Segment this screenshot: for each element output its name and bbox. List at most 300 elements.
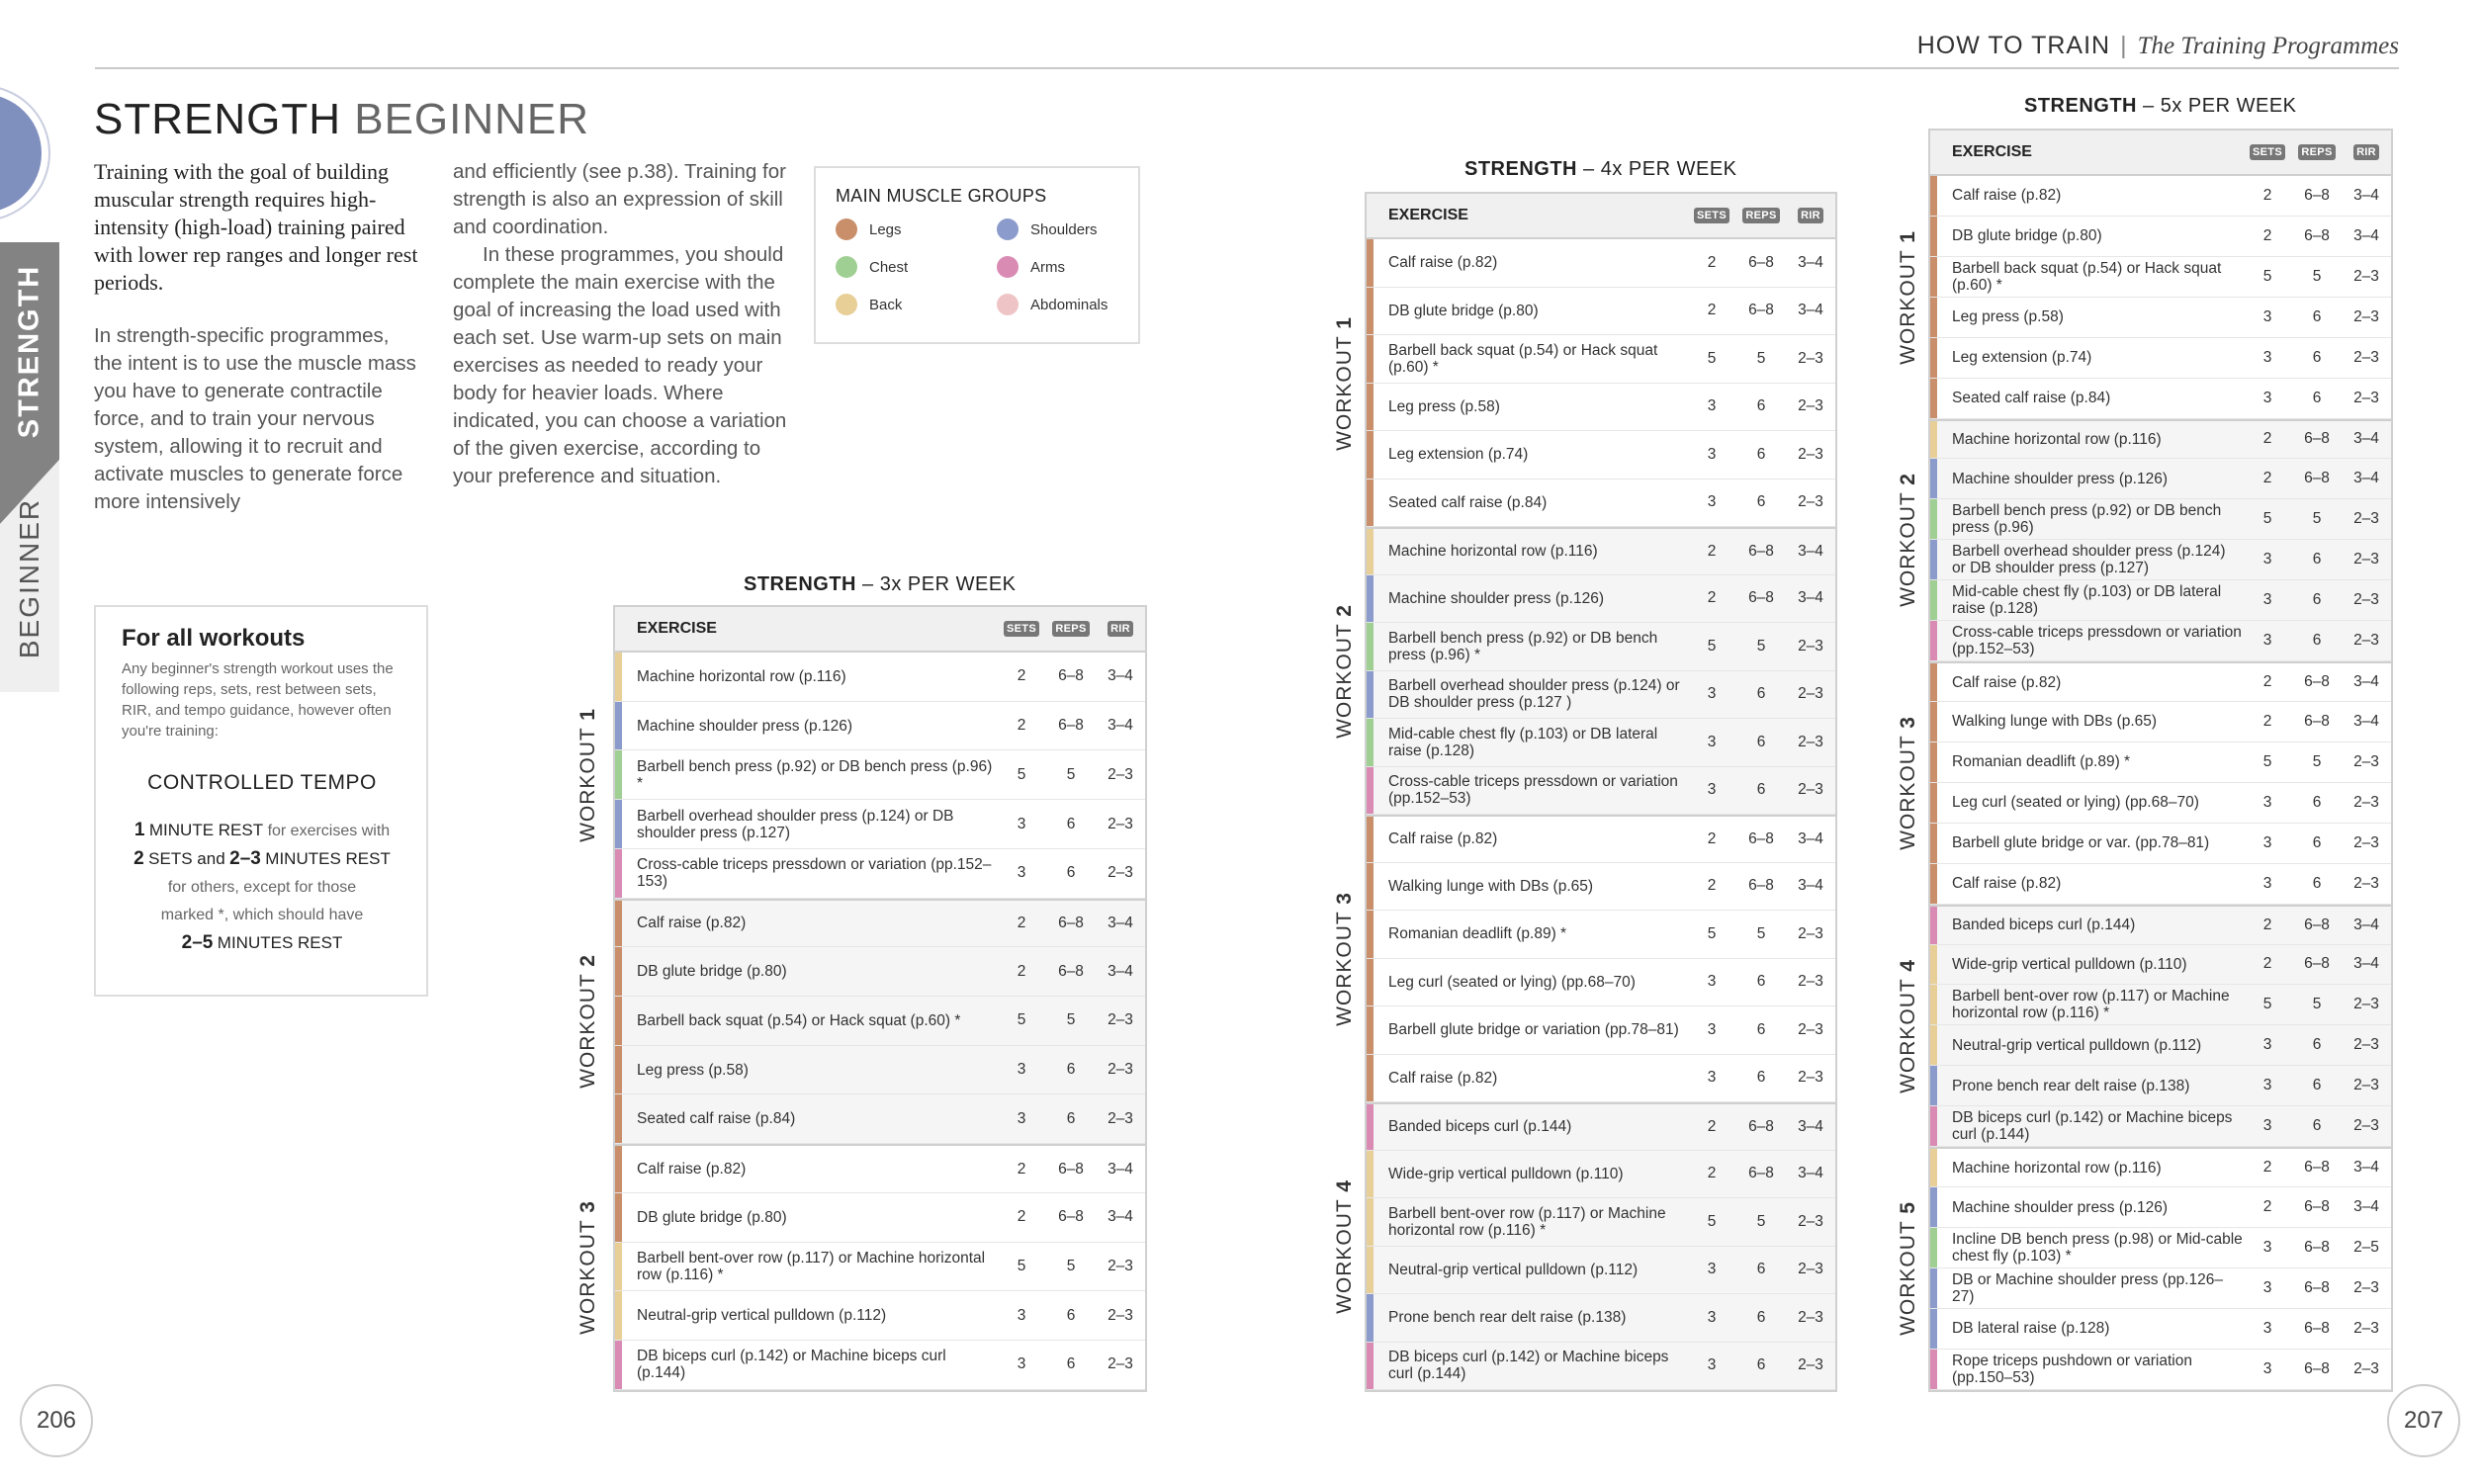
table-row [1367, 623, 1835, 671]
cell-sets: 3 [1707, 685, 1717, 703]
cell-sets: 3 [1017, 1306, 1026, 1324]
cell-reps: 6 [2312, 389, 2322, 406]
cell-rir: 2–3 [1108, 1306, 1133, 1324]
table-row [1367, 335, 1835, 384]
cell-sets: 3 [1707, 493, 1717, 511]
all-workouts-subtitle: Any beginner's strength workout uses the following reps, sets, rest between sets, RIR, and tempo guidance, however often you're training: [122, 660, 394, 740]
table-row [615, 947, 1145, 997]
exercise-name: DB lateral raise (p.128) [1952, 1320, 2110, 1338]
table-title-t3 [744, 573, 1017, 596]
muscle-group-bar [1930, 783, 1937, 823]
muscle-group-bar [1367, 575, 1374, 623]
exercise-name: Prone bench rear delt raise (p.138) [1388, 1309, 1627, 1327]
cell-reps: 6–8 [2304, 673, 2330, 691]
workout-label-number: 2 [1333, 603, 1356, 617]
cell-sets: 5 [1707, 1212, 1717, 1230]
exercise-name: Romanian deadlift (p.89) * [1952, 753, 2131, 771]
cell-rir: 2–3 [1798, 1069, 1823, 1087]
programme-table-t5 [1928, 129, 2393, 1392]
cell-rir: 2–3 [2353, 348, 2379, 366]
cell-reps: 6–8 [2304, 1159, 2330, 1177]
muscle-group-bar [1930, 176, 1937, 216]
cell-reps: 6 [1066, 1355, 1076, 1373]
cell-reps: 6 [1066, 1306, 1076, 1324]
header-separator: | [2120, 32, 2128, 59]
workout-label-text: WORKOUT [576, 966, 599, 1089]
cell-rir: 2–3 [1108, 1011, 1133, 1029]
cell-reps: 6 [2312, 348, 2322, 366]
cell-sets: 2 [1707, 253, 1717, 271]
table-header [1367, 194, 1835, 239]
workout-label-1 [1894, 176, 1923, 419]
legend-item-legs [836, 218, 997, 240]
muscle-groups-legend [814, 166, 1140, 344]
cell-sets: 3 [1017, 864, 1026, 882]
cell-sets: 2 [2262, 916, 2272, 933]
muscle-group-bar [1367, 1055, 1374, 1102]
workout-label-text: WORKOUT [576, 721, 599, 843]
rest-1-num: 1 [133, 820, 145, 840]
table-title-t4 [1464, 158, 1737, 181]
table-row [1367, 575, 1835, 624]
cell-sets: 2 [1707, 829, 1717, 847]
cell-reps: 6–8 [1748, 589, 1774, 607]
muscle-group-bar [1367, 1247, 1374, 1294]
muscle-group-bar [1367, 335, 1374, 383]
cell-reps: 6 [1066, 864, 1076, 882]
table-row [1367, 1343, 1835, 1391]
table-row [1930, 298, 2391, 338]
exercise-name: DB glute bridge (p.80) [1952, 227, 2102, 245]
cell-rir: 2–3 [1108, 765, 1133, 783]
cell-sets: 5 [2262, 267, 2272, 285]
table-row [1367, 959, 1835, 1007]
cell-sets: 3 [1707, 733, 1717, 750]
exercise-name: Walking lunge with DBs (p.65) [1388, 877, 1594, 895]
cell-rir: 2–3 [1798, 349, 1823, 367]
cell-rir: 2–3 [2353, 996, 2379, 1013]
page-number-right: 207 [2387, 1384, 2460, 1457]
workout-label-number: 4 [1897, 958, 1919, 972]
rest-1-unit: MINUTE REST [148, 821, 264, 839]
workout-label-text: WORKOUT [1333, 328, 1356, 451]
table-title-bold: STRENGTH [2024, 95, 2137, 117]
cell-sets: 5 [2262, 510, 2272, 528]
cell-sets: 2 [1017, 1160, 1026, 1178]
cell-reps: 6–8 [2304, 1319, 2330, 1337]
muscle-group-bar [1930, 257, 1937, 297]
rest-4-text: marked *, which should have [160, 907, 364, 923]
workout-label-number: 3 [1897, 716, 1919, 729]
exercise-name: Rope triceps pushdown or variation (pp.150–53) [1952, 1352, 2192, 1386]
header-sets [2243, 144, 2292, 160]
cell-reps: 6 [1066, 1061, 1076, 1079]
exercise-name: Calf raise (p.82) [637, 1161, 747, 1178]
legend-dot-icon [997, 218, 1019, 240]
cell-sets: 2 [1707, 877, 1717, 895]
table-row [1367, 384, 1835, 432]
intro-text: Training with the goal of building muscular strength requires high-intensity (high-load) training paired with lower rep ranges and longer rest periods. [94, 159, 418, 295]
exercise-name: DB biceps curl (p.142) or Machine biceps curl (p.144) [637, 1348, 946, 1382]
cell-reps: 6–8 [1748, 1117, 1774, 1135]
header-sets-badge: SETS [2250, 144, 2285, 160]
muscle-group-bar [1367, 817, 1374, 862]
table-row [1930, 1025, 2391, 1066]
muscle-group-bar [1930, 540, 1937, 579]
cell-rir: 2–3 [2353, 793, 2379, 811]
cell-reps: 6–8 [2304, 430, 2330, 448]
table-row [615, 750, 1145, 800]
cell-rir: 2–3 [1798, 685, 1823, 703]
cell-reps: 6 [2312, 874, 2322, 892]
workout-label-1 [1330, 239, 1360, 527]
exercise-name: Barbell bench press (p.92) or DB bench press (p.96) * [637, 757, 993, 792]
cell-rir: 2–5 [2353, 1238, 2379, 1256]
cell-sets: 3 [1017, 1355, 1026, 1373]
legend-label: Abdominals [1030, 296, 1108, 313]
cell-sets: 5 [2262, 752, 2272, 770]
workout-label-3 [1894, 661, 1923, 905]
legend-dot-icon [836, 256, 857, 278]
cell-sets: 3 [2262, 793, 2272, 811]
workout-label-number: 1 [576, 708, 599, 722]
cell-reps: 5 [1756, 1212, 1766, 1230]
exercise-name: Calf raise (p.82) [637, 915, 747, 932]
exercise-name: Neutral-grip vertical pulldown (p.112) [637, 1307, 887, 1325]
cell-rir: 3–4 [2353, 916, 2379, 933]
muscle-group-bar [615, 702, 622, 750]
exercise-name: Barbell bench press (p.92) or DB bench press (p.96) [1952, 502, 2222, 537]
table-row [1930, 1147, 2391, 1187]
legend-item-shoulders [997, 218, 1145, 240]
cell-rir: 3–4 [1798, 542, 1823, 560]
cell-sets: 3 [2262, 1238, 2272, 1256]
muscle-group-bar [615, 1243, 622, 1291]
cell-reps: 6–8 [1058, 914, 1084, 931]
cell-rir: 2–3 [1798, 733, 1823, 750]
muscle-group-bar [615, 947, 622, 996]
rest-1-text: for exercises with [267, 823, 391, 839]
muscle-group-bar [1930, 702, 1937, 742]
muscle-group-bar [1367, 1006, 1374, 1054]
exercise-name: Machine shoulder press (p.126) [1952, 1198, 2168, 1216]
muscle-group-bar [1930, 1187, 1937, 1227]
muscle-group-bar [1930, 499, 1937, 539]
cell-rir: 3–4 [1798, 253, 1823, 271]
muscle-group-bar [615, 653, 622, 701]
cell-reps: 6 [2312, 551, 2322, 568]
cell-reps: 6–8 [2304, 916, 2330, 933]
all-workouts-box [94, 605, 428, 997]
table-row [1367, 815, 1835, 863]
table-row [1367, 911, 1835, 959]
rest-3-text: for others, except for those [167, 879, 357, 896]
cell-sets: 2 [2262, 1159, 2272, 1177]
table-row [1930, 540, 2391, 580]
exercise-name: Barbell back squat (p.54) or Hack squat (p.60) * [637, 1011, 961, 1029]
exercise-name: Calf raise (p.82) [1388, 1069, 1498, 1087]
muscle-group-bar [1930, 864, 1937, 904]
muscle-group-bar [1367, 529, 1374, 574]
exercise-name: DB biceps curl (p.142) or Machine biceps curl (p.144) [1952, 1109, 2233, 1144]
legend-item-chest [836, 256, 997, 278]
table-title-t5 [2024, 95, 2297, 118]
muscle-group-bar [1930, 1350, 1937, 1389]
cell-rir: 3–4 [1798, 829, 1823, 847]
table-row [1930, 1106, 2391, 1147]
body-paragraph-2b: In these programmes, you should complete the main exercise with the goal of increasing the load used with each set. Use warm-up sets on main exercises as needed to ready your body for heavier loads. Where indicated, you can choose a variation of the given exercise, according to your preference and situation. [453, 243, 787, 487]
legend-item-abdominals [997, 294, 1145, 315]
exercise-name: Leg curl (seated or lying) (pp.68–70) [1952, 794, 2199, 812]
legend-title: MAIN MUSCLE GROUPS [836, 186, 1047, 206]
table-row [1367, 1055, 1835, 1103]
table-title-rest: – 3x PER WEEK [856, 573, 1017, 595]
cell-rir: 2–3 [1798, 397, 1823, 415]
cell-sets: 3 [2262, 1278, 2272, 1296]
header-rule [95, 67, 2399, 69]
exercise-name: DB glute bridge (p.80) [1388, 302, 1539, 319]
cell-reps: 5 [1066, 1011, 1076, 1029]
header-exercise: EXERCISE [637, 620, 717, 637]
cell-sets: 3 [2262, 632, 2272, 650]
muscle-group-bar [1930, 459, 1937, 498]
header-how-to: HOW TO TRAIN [1916, 32, 2111, 59]
muscle-group-bar [1930, 1066, 1937, 1105]
legend-dot-icon [836, 294, 857, 315]
title-main: STRENGTH [94, 95, 341, 143]
exercise-name: Barbell back squat (p.54) or Hack squat (p.60) * [1952, 259, 2222, 294]
table-title-bold: STRENGTH [1464, 158, 1577, 180]
cell-rir: 3–4 [1108, 914, 1133, 931]
table-row [615, 997, 1145, 1046]
muscle-group-bar [1367, 1294, 1374, 1342]
muscle-group-bar [1930, 338, 1937, 378]
exercise-name: Calf raise (p.82) [1952, 187, 2062, 205]
cell-sets: 2 [2262, 673, 2272, 691]
cell-rir: 2–3 [2353, 1278, 2379, 1296]
tab-beginner-label: BEGINNER [14, 497, 44, 659]
cell-reps: 6 [1756, 781, 1766, 799]
legend-label: Back [869, 296, 903, 313]
table-row [1367, 480, 1835, 528]
table-row [1367, 767, 1835, 816]
table-title-rest: – 4x PER WEEK [1577, 158, 1737, 180]
cell-rir: 3–4 [1798, 589, 1823, 607]
table-row [1930, 338, 2391, 379]
workout-label-4 [1894, 905, 1923, 1148]
cell-sets: 2 [2262, 470, 2272, 487]
muscle-group-bar [1930, 824, 1937, 863]
cell-reps: 6–8 [1058, 962, 1084, 980]
muscle-group-bar [1930, 1025, 1937, 1065]
body-paragraph-2 [453, 158, 794, 490]
cell-rir: 2–3 [1108, 1355, 1133, 1373]
table-row [1930, 905, 2391, 945]
exercise-name: Leg curl (seated or lying) (pp.68–70) [1388, 973, 1636, 991]
cell-rir: 2–3 [1798, 781, 1823, 799]
cell-reps: 6–8 [1748, 877, 1774, 895]
legend-label: Legs [869, 220, 902, 238]
workout-label-number: 3 [576, 1199, 599, 1213]
rest-guidance [122, 817, 402, 958]
cell-sets: 3 [2262, 389, 2272, 406]
cell-reps: 6 [2312, 632, 2322, 650]
workout-label-5 [1894, 1147, 1923, 1390]
muscle-group-bar [615, 997, 622, 1045]
header-sets-badge: SETS [1694, 208, 1729, 223]
table-row [615, 1193, 1145, 1243]
cell-sets: 2 [2262, 430, 2272, 448]
cell-rir: 3–4 [2353, 1198, 2379, 1215]
cell-reps: 6 [1756, 1069, 1766, 1087]
exercise-name: Romanian deadlift (p.89) * [1388, 925, 1567, 943]
table-row [1930, 1309, 2391, 1350]
workout-label-3 [574, 1144, 603, 1390]
exercise-name: Walking lunge with DBs (p.65) [1952, 713, 2158, 731]
table-row [1367, 863, 1835, 912]
workout-label-text: WORKOUT [1897, 971, 1919, 1093]
cell-sets: 5 [1707, 924, 1717, 942]
exercise-name: Barbell overhead shoulder press (p.124) or DB shoulder press (p.127) [637, 807, 954, 841]
page-title [94, 95, 589, 144]
workout-label-3 [1330, 815, 1360, 1102]
cell-reps: 6–8 [2304, 186, 2330, 204]
exercise-name: Machine horizontal row (p.116) [1952, 1159, 2162, 1177]
cell-reps: 5 [1756, 637, 1766, 655]
muscle-group-bar [1930, 1268, 1937, 1308]
cell-sets: 2 [1707, 1117, 1717, 1135]
muscle-group-bar [615, 1046, 622, 1094]
header-rir [1786, 208, 1835, 223]
cell-rir: 3–4 [1108, 717, 1133, 735]
table-row [1930, 864, 2391, 905]
cell-reps: 5 [1756, 349, 1766, 367]
muscle-group-bar [1367, 623, 1374, 670]
muscle-group-bar [615, 1193, 622, 1242]
table-row [1367, 1294, 1835, 1343]
cell-reps: 6–8 [2304, 955, 2330, 973]
exercise-name: Leg press (p.58) [637, 1061, 749, 1079]
table-row [1367, 527, 1835, 575]
muscle-group-bar [1930, 907, 1937, 944]
muscle-group-bar [1930, 421, 1937, 459]
muscle-group-bar [1367, 288, 1374, 335]
workout-label-number: 3 [1333, 891, 1356, 905]
muscle-group-bar [1930, 663, 1937, 701]
muscle-group-bar [1930, 1228, 1937, 1267]
cell-sets: 2 [1017, 667, 1026, 685]
exercise-name: Calf raise (p.82) [1388, 830, 1498, 848]
cell-sets: 3 [2262, 833, 2272, 851]
muscle-group-bar [1930, 1309, 1937, 1349]
cell-sets: 3 [2262, 1036, 2272, 1054]
cell-rir: 2–3 [2353, 1036, 2379, 1054]
cell-rir: 2–3 [2353, 389, 2379, 406]
exercise-name: DB or Machine shoulder press (pp.126–27) [1952, 1270, 2223, 1305]
cell-sets: 2 [1707, 302, 1717, 319]
table-row [1367, 239, 1835, 288]
exercise-name: Neutral-grip vertical pulldown (p.112) [1952, 1036, 2202, 1054]
cell-rir: 2–3 [1108, 1061, 1133, 1079]
muscle-group-bar [1367, 671, 1374, 719]
cell-reps: 6 [1756, 493, 1766, 511]
workout-label-text: WORKOUT [1897, 485, 1919, 608]
exercise-name: Barbell bent-over row (p.117) or Machine horizontal row (p.116) * [1952, 988, 2230, 1022]
table-row [1930, 499, 2391, 540]
cell-sets: 2 [1017, 717, 1026, 735]
muscle-group-bar [1367, 863, 1374, 911]
workout-label-2 [1330, 527, 1360, 815]
exercise-name: Calf raise (p.82) [1952, 673, 2062, 691]
exercise-name: Prone bench rear delt raise (p.138) [1952, 1077, 2190, 1094]
cell-rir: 3–4 [1798, 1165, 1823, 1182]
rest-5-unit: MINUTES REST [217, 933, 343, 952]
cell-reps: 6 [2312, 1117, 2322, 1135]
table-row [615, 1291, 1145, 1341]
table-row [615, 702, 1145, 751]
cell-reps: 6 [2312, 833, 2322, 851]
programme-table-t4 [1365, 192, 1837, 1392]
table-row [1930, 621, 2391, 661]
header-reps [2292, 144, 2342, 160]
table-row [1367, 1151, 1835, 1199]
table-row [1930, 257, 2391, 298]
table-row [1930, 1268, 2391, 1309]
exercise-name: Calf raise (p.82) [1388, 254, 1498, 272]
cell-rir: 2–3 [1798, 924, 1823, 942]
cell-rir: 2–3 [1798, 1020, 1823, 1038]
muscle-group-bar [615, 1146, 622, 1192]
cell-sets: 3 [1707, 1356, 1717, 1374]
cell-rir: 3–4 [1798, 302, 1823, 319]
muscle-group-bar [1367, 384, 1374, 431]
tempo-heading: CONTROLLED TEMPO [147, 771, 377, 794]
legend-dot-icon [997, 256, 1019, 278]
cell-rir: 2–3 [1798, 637, 1823, 655]
cell-sets: 2 [2262, 226, 2272, 244]
exercise-name: Neutral-grip vertical pulldown (p.112) [1388, 1261, 1639, 1278]
cell-rir: 2–3 [2353, 1077, 2379, 1094]
muscle-group-bar [1367, 1104, 1374, 1150]
table-row [1930, 985, 2391, 1025]
exercise-name: Machine shoulder press (p.126) [1388, 589, 1604, 607]
muscle-group-bar [1367, 480, 1374, 527]
cell-rir: 2–3 [1798, 493, 1823, 511]
cell-rir: 3–4 [1108, 667, 1133, 685]
cell-rir: 3–4 [1798, 1117, 1823, 1135]
cell-sets: 3 [1707, 397, 1717, 415]
cell-sets: 2 [2262, 955, 2272, 973]
muscle-group-bar [615, 901, 622, 947]
exercise-name: Barbell bench press (p.92) or DB bench press (p.96) * [1388, 629, 1658, 663]
rest-5-range: 2–5 [181, 932, 214, 953]
cell-rir: 3–4 [2353, 712, 2379, 730]
cell-rir: 2–3 [1798, 973, 1823, 991]
exercise-name: Cross-cable triceps pressdown or variation (pp.152–153) [637, 856, 992, 891]
running-header [1917, 32, 2399, 60]
cell-rir: 2–3 [2353, 1117, 2379, 1135]
cell-reps: 6 [1756, 973, 1766, 991]
cell-reps: 6 [2312, 793, 2322, 811]
cell-reps: 6 [1066, 1109, 1076, 1127]
exercise-name: Machine horizontal row (p.116) [1952, 430, 2162, 448]
cell-reps: 6–8 [1748, 829, 1774, 847]
cell-sets: 3 [2262, 307, 2272, 325]
muscle-group-bar [615, 750, 622, 799]
workout-label-2 [574, 899, 603, 1145]
header-rir-badge: RIR [2353, 144, 2379, 160]
table-row [615, 899, 1145, 948]
